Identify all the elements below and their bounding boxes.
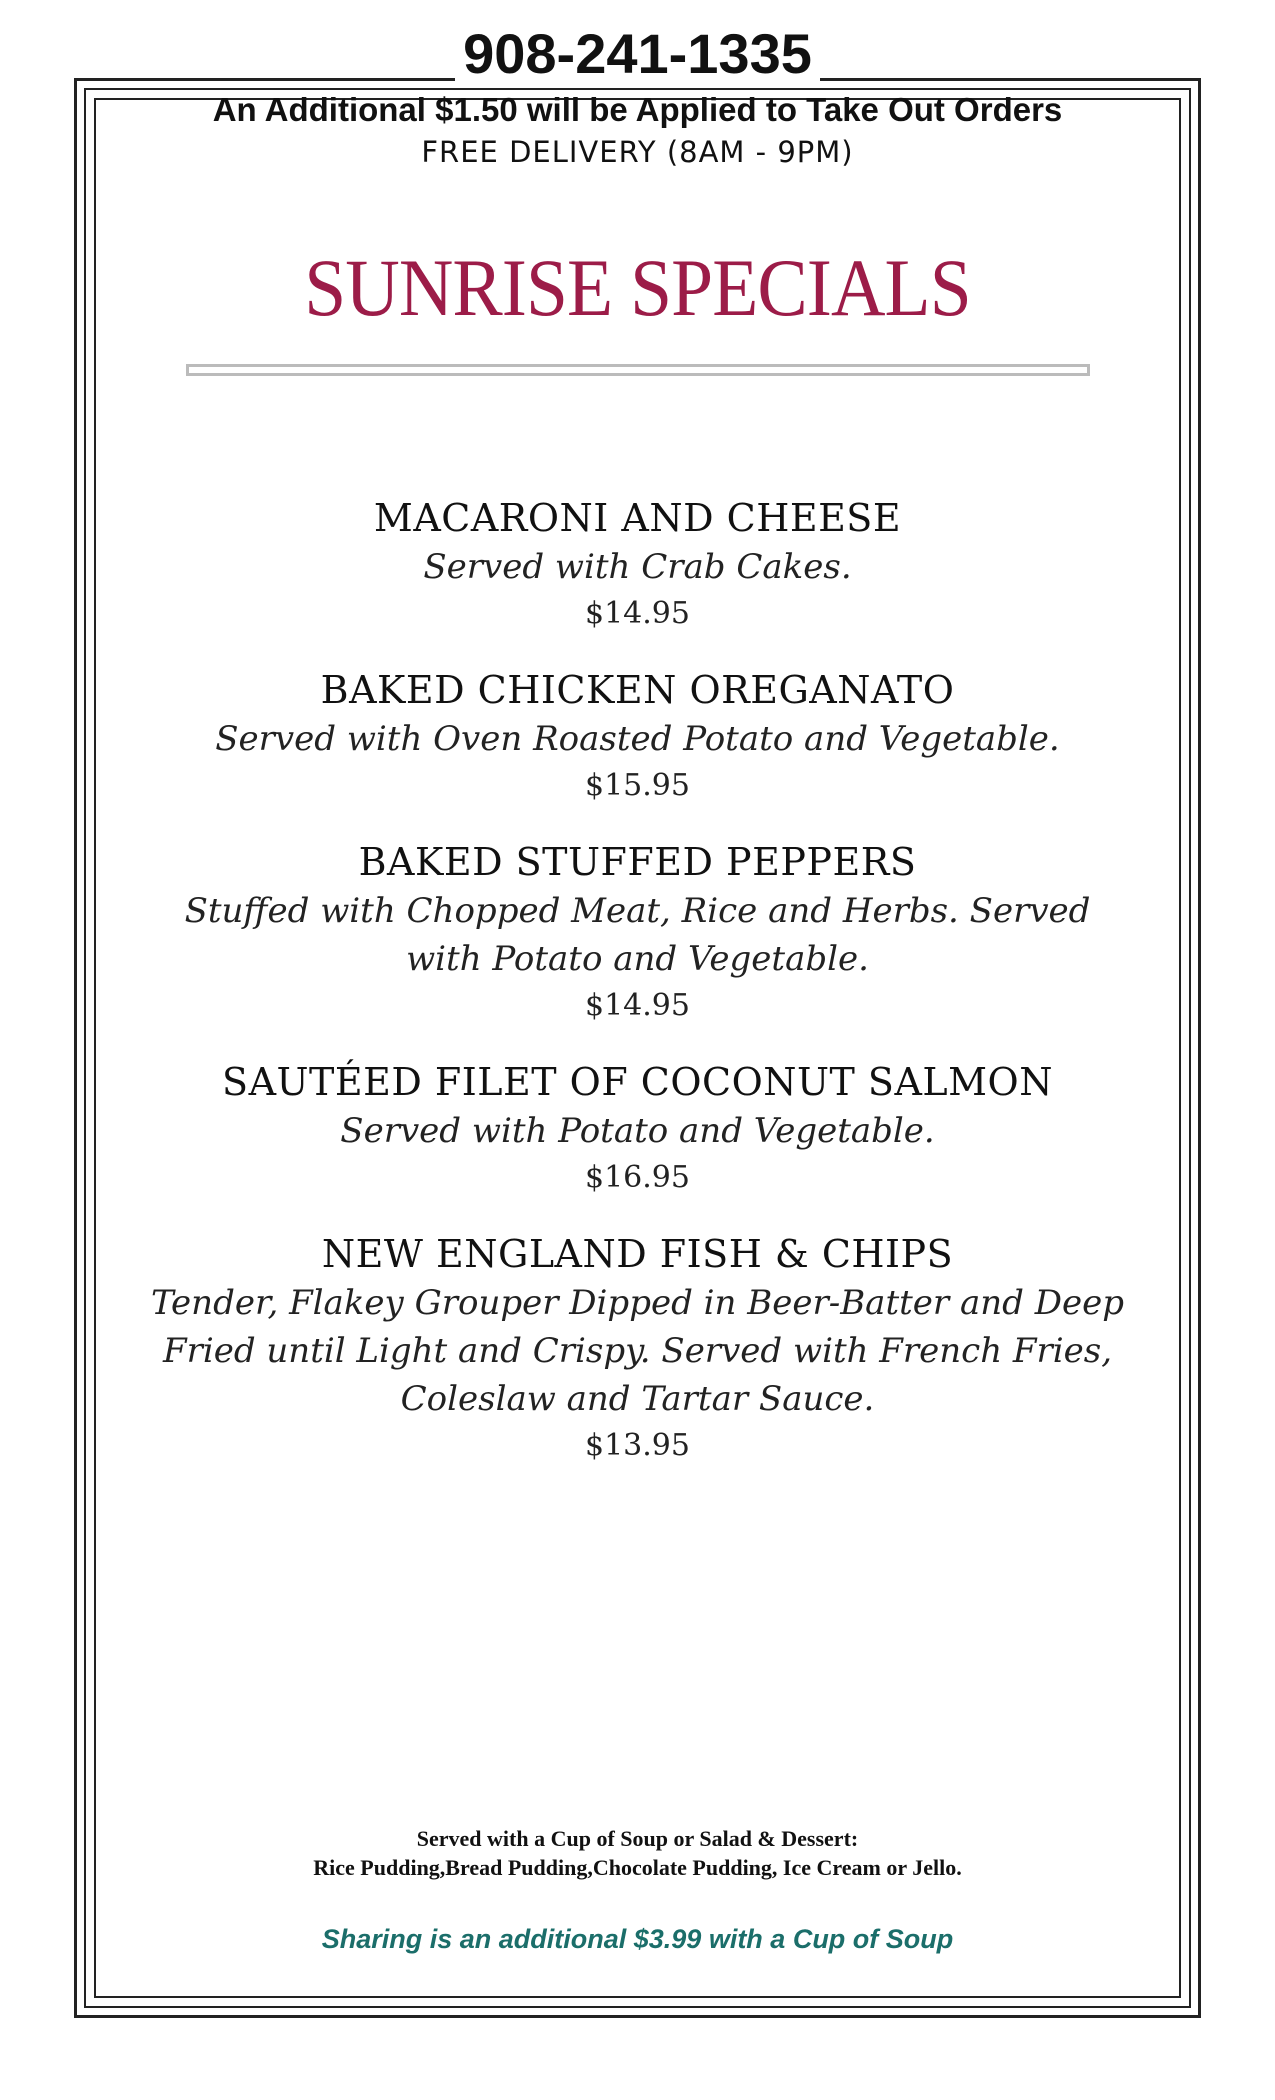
item-name: NEW ENGLAND FISH & CHIPS bbox=[321, 1232, 954, 1276]
sharing-note: Sharing is an additional $3.99 with a Cup of Soup bbox=[321, 1924, 954, 1954]
delivery-note: FREE DELIVERY (8AM - 9PM) bbox=[421, 135, 854, 169]
item-price: $14.95 bbox=[585, 596, 690, 631]
menu-item bbox=[150, 1229, 1125, 1469]
served-line-1: Served with a Cup of Soup or Salad & Dessert: bbox=[416, 1826, 859, 1851]
served-with-note bbox=[0, 1824, 1275, 1882]
item-description: Served with Crab Cakes. bbox=[423, 547, 852, 587]
item-price: $15.95 bbox=[585, 768, 690, 803]
item-price: $14.95 bbox=[585, 988, 690, 1023]
item-name: BAKED CHICKEN OREGANATO bbox=[320, 668, 955, 712]
phone-number: 908-241-1335 bbox=[0, 22, 1275, 86]
menu-item bbox=[150, 665, 1125, 809]
item-description: Served with Oven Roasted Potato and Vegetable. bbox=[215, 719, 1060, 759]
page-title: SUNRISE SPECIALS bbox=[304, 242, 971, 333]
item-name: MACARONI AND CHEESE bbox=[373, 496, 902, 540]
menu-item bbox=[150, 837, 1125, 1029]
menu-list bbox=[150, 493, 1125, 1497]
takeout-note: An Additional $1.50 will be Applied to Take Out Orders bbox=[212, 91, 1063, 128]
item-price: $13.95 bbox=[585, 1428, 690, 1463]
menu-item bbox=[150, 493, 1125, 637]
served-line-2: Rice Pudding,Bread Pudding,Chocolate Pudding, Ice Cream or Jello. bbox=[313, 1855, 962, 1880]
item-description: Served with Potato and Vegetable. bbox=[340, 1111, 935, 1151]
item-name: BAKED STUFFED PEPPERS bbox=[358, 840, 917, 884]
menu-item bbox=[150, 1057, 1125, 1201]
item-description: Tender, Flakey Grouper Dipped in Beer-Batter and Deep Fried until Light and Crispy. Served with French Fries, Coleslaw and Tartar Sauce. bbox=[151, 1283, 1124, 1419]
title-divider bbox=[186, 364, 1090, 376]
item-description: Stuffed with Chopped Meat, Rice and Herbs. Served with Potato and Vegetable. bbox=[184, 891, 1091, 979]
item-name: SAUTÉED FILET OF COCONUT SALMON bbox=[222, 1060, 1053, 1104]
item-price: $16.95 bbox=[585, 1160, 690, 1195]
